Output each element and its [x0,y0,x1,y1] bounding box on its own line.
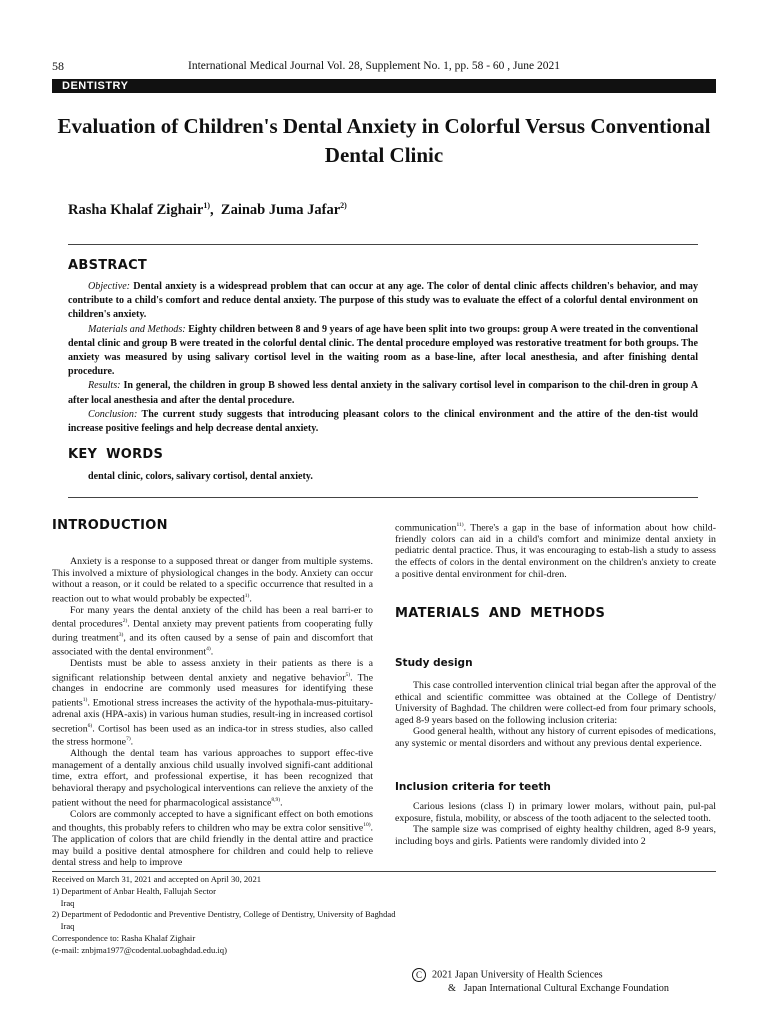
abstract-heading: ABSTRACT [68,258,148,273]
paragraph-text: Dentists must be able to assess anxiety in their patients as there is a significant relationship between dental anxiety and negative behavior [52,657,373,683]
keywords-text: dental clinic, colors, salivary cortisol, dental anxiety. [88,471,313,482]
footnotes [52,874,396,957]
footnote-line: 1) Department of Anbar Health, Fallujah Sector [52,885,216,896]
citation-ref: 1) [82,697,88,704]
copyright-line [412,968,669,982]
paper-title: Evaluation of Children's Dental Anxiety in Colorful Versus Conventional Dental Clinic [57,114,711,167]
introduction-continued [395,520,716,580]
paragraph: Good general health, without any history of current episodes of medications, any systemic or mental disorders and without any previous dental experience. [395,726,716,749]
copyright-footer [412,968,669,996]
paragraph-text: . The changes in endocrine are commonly used measures for identifying these patients [52,671,373,709]
abstract-body [68,280,698,436]
citation-ref: 7) [126,736,131,743]
paragraph-text: . The application of colors that are child friendly in the dental attire and practice may build a positive dental atmosphere for children and could help to relieve dental stress and help to improve [52,822,373,869]
author-name: Zainab Juma Jafar [220,201,341,218]
section-label: DENTISTRY [62,80,129,92]
divider [68,244,698,245]
author-list: Rasha Khalaf Zighair$^{1)}$, Zainab Juma Jafar$^{2)}$ [68,201,347,218]
citation-ref: 5) [345,671,351,678]
author-affiliation-ref: 1) [203,201,211,210]
copyright-holder: 2021 Japan University of Health Sciences [432,969,603,981]
results-text: In general, the children in group B showed less dental anxiety in the salivary cortisol level in comparison to the chil-dren in group A after local anesthesia and after the dental procedure. [68,380,699,406]
study-design-heading: Study design [395,657,473,669]
footnote-line: Received on March 31, 2021 and accepted on April 30, 2021 [52,874,262,884]
paragraph: Although the dental team has various approaches to support effec-tive management of a dentally anxious child usually involved signifi-cant additional time, extra effort, and professional expertise, it has been recognized that behavioral therapy and psychological interventions can relieve the anxiety of the patient without the need for pharmacological assistance$^{8,9)}$. [52,748,373,808]
paragraph-text: , and its often caused by a sense of pain and discomfort that associated with the dental environment [52,632,373,658]
paragraph: The sample size was comprised of eighty healthy children, aged 8-9 years, including boys and girls. Patients were randomly divided into 2 [395,824,716,847]
citation-ref: 1) [244,592,250,599]
paragraph: Anxiety is a response to a supposed threat or danger from multiple systems. This involved a mixture of physiological changes in the body. Anxiety can occur without a reason, or it could be related to a specific occurrence that resulted in a reaction out to what would probably be expected$^{1)}$. [52,556,373,605]
citation-ref: 6) [87,722,93,729]
introduction-heading: INTRODUCTION [52,518,168,533]
conclusion-label: Conclusion: [88,408,138,420]
footnote-line: Correspondence to: Rasha Khalaf Zighair [52,932,196,943]
conclusion-text: The current study suggests that introducing pleasant colors to the clinical environment and the attire of the den-tist would increase positive feelings and help decrease dental anxiety. [68,408,698,435]
methods-text: Eighty children between 8 and 9 years of age have been split into two groups: group A were treated in the conventional dental clinic and group B were treated in the colorful dental clinic. The dental procedure employed was restorative treatment for both groups. The anxiety was measured by using salivary cortisol level in the waiting room as a base-line, after local anesthesia, and after finishing dental procedure. [68,323,699,378]
citation-ref: 8,9) [271,796,281,803]
citation-ref: 4) [206,646,211,653]
methods-label: Materials and Methods: [88,323,186,335]
author-affiliation-ref: 2) [340,201,347,210]
ampersand: & [448,983,456,995]
footnote-divider [52,871,716,872]
abstract-objective [68,280,698,323]
paragraph-text: . There's a gap in the base of information about how child-friendly colors can aid in a child's comfort and minimize dental anxiety in pediatric dental practice. Thus, it was encouraging to estab-lish a study to assess the effects of colors in the dental environment on the children's anxiety to create a positive dental environment for chil-dren. [395,522,716,580]
introduction-column [52,556,373,869]
citation-ref: 3) [118,632,124,639]
copyright-icon: C [412,968,426,982]
paragraph-text: communication [395,522,457,534]
author-name: Rasha Khalaf Zighair [68,201,204,218]
paragraph-text: . Cortisol has been used as an indica-tor in stress studies, also called the stress hormone [52,722,373,748]
objective-text: Dental anxiety is a widespread problem that can occur at any age. The color of dental clinic affects children's behavior, and may contribute to a child's comfort and reduce dental anxiety. The purpose of this study was to evaluate the effect of a colorful dental environment on children's anxiety. [68,281,698,321]
copyright-line [412,982,669,996]
paragraph [395,520,716,580]
citation-ref: 2) [122,618,128,625]
abstract-conclusion [68,408,698,436]
footnote-line: 2) Department of Pedodontic and Preventive Dentistry, College of Dentistry, University of Baghdad [52,909,396,920]
footnote-line: (e-mail: znbjma1977@codental.uobaghdad.edu.iq) [52,944,227,955]
paragraph [52,809,373,869]
paragraph-text: Colors are commonly accepted to have a significant effect on both emotions and thoughts, this probably refers to children who may be extra color sensitive [52,808,373,834]
divider [68,497,698,498]
paragraph-text: Anxiety is a response to a supposed threat or danger from multiple systems. This involved a mixture of physiological changes in the body. Anxiety can occur without a reason, or it could be related to a specific occurrence that resulted in a reaction out to what would probably be expected [52,556,373,605]
page-number: 58 [52,59,64,73]
footnote-line: Iraq [52,897,75,908]
objective-label: Objective: [88,281,131,292]
paragraph-text: . Emotional stress increases the activity of the hypothala-mus-pituitary-adrenal axis (HPA-axis) in various human studies, result-ing in increased cortisol secretion [52,697,373,734]
paragraph: This case controlled intervention clinical trial began after the approval of the ethical and scientific committee was obtained at the College of Dentistry/ University of Baghdad. The children were collect-ed from four primary schools, aged 8-9 years based on the following inclusion criteria: [395,680,716,726]
copyright-holder: Japan International Cultural Exchange Foundation [463,983,669,995]
citation-ref: 10) [363,822,371,829]
journal-citation: International Medical Journal Vol. 28, Supplement No. 1, pp. 58 - 60 , June 2021 [188,60,560,72]
paragraph: Dentists must be able to assess anxiety in their patients as there is a significant relationship between dental anxiety and negative behavior$^{5)}$. The changes in endocrine are commonly used measures for identifying these patients$^{1)}$. Emotional stress increases the activity of the hypothala-mus-pituitary-adrenal axis (HPA-axis) in various human studies, result-ing in increased cortisol secretion$^{6)}$. Cortisol has been used as an indica-tor in stress studies, also called the stress hormone$^{7)}$. [52,657,373,748]
results-label: Results: [88,380,121,392]
paragraph: For many years the dental anxiety of the child has been a real barri-er to dental procedures$^{2)}$. Dental anxiety may prevent patients from cooperating fully during treatment$^{3)}$, and its often caused by a sense of pain and discomfort that associated with the dental environment$^{4)}$. [52,604,373,658]
abstract-results [68,379,698,407]
study-design-body [395,680,716,750]
paragraph: Carious lesions (class I) in primary lower molars, without pain, pul-pal exposure, fistula, mobility, or abscess of the tooth adjacent to the selected tooth. [395,801,716,824]
paragraph-text: . Dental anxiety may prevent patients from cooperating fully during treatment [52,618,373,644]
paragraph-text: For many years the dental anxiety of the child has been a real barri-er to dental procedures [52,604,373,630]
inclusion-criteria-body [395,801,716,847]
citation-ref: 11) [456,522,464,528]
section-banner [52,79,716,93]
methods-heading: MATERIALS AND METHODS [395,606,606,621]
paragraph-text: Although the dental team has various approaches to support effec-tive management of a dentally anxious child usually involved signifi-cant additional time, extra effort, and professional expertise, it has been recognized that behavioral therapy and psychological interventions can relieve the anxiety of the patient without the need for pharmacological assistance [52,748,373,808]
inclusion-criteria-heading: Inclusion criteria for teeth [395,781,551,793]
abstract-methods [68,323,698,380]
keywords-heading: KEY WORDS [68,447,164,462]
footnote-line: Iraq [52,921,75,932]
